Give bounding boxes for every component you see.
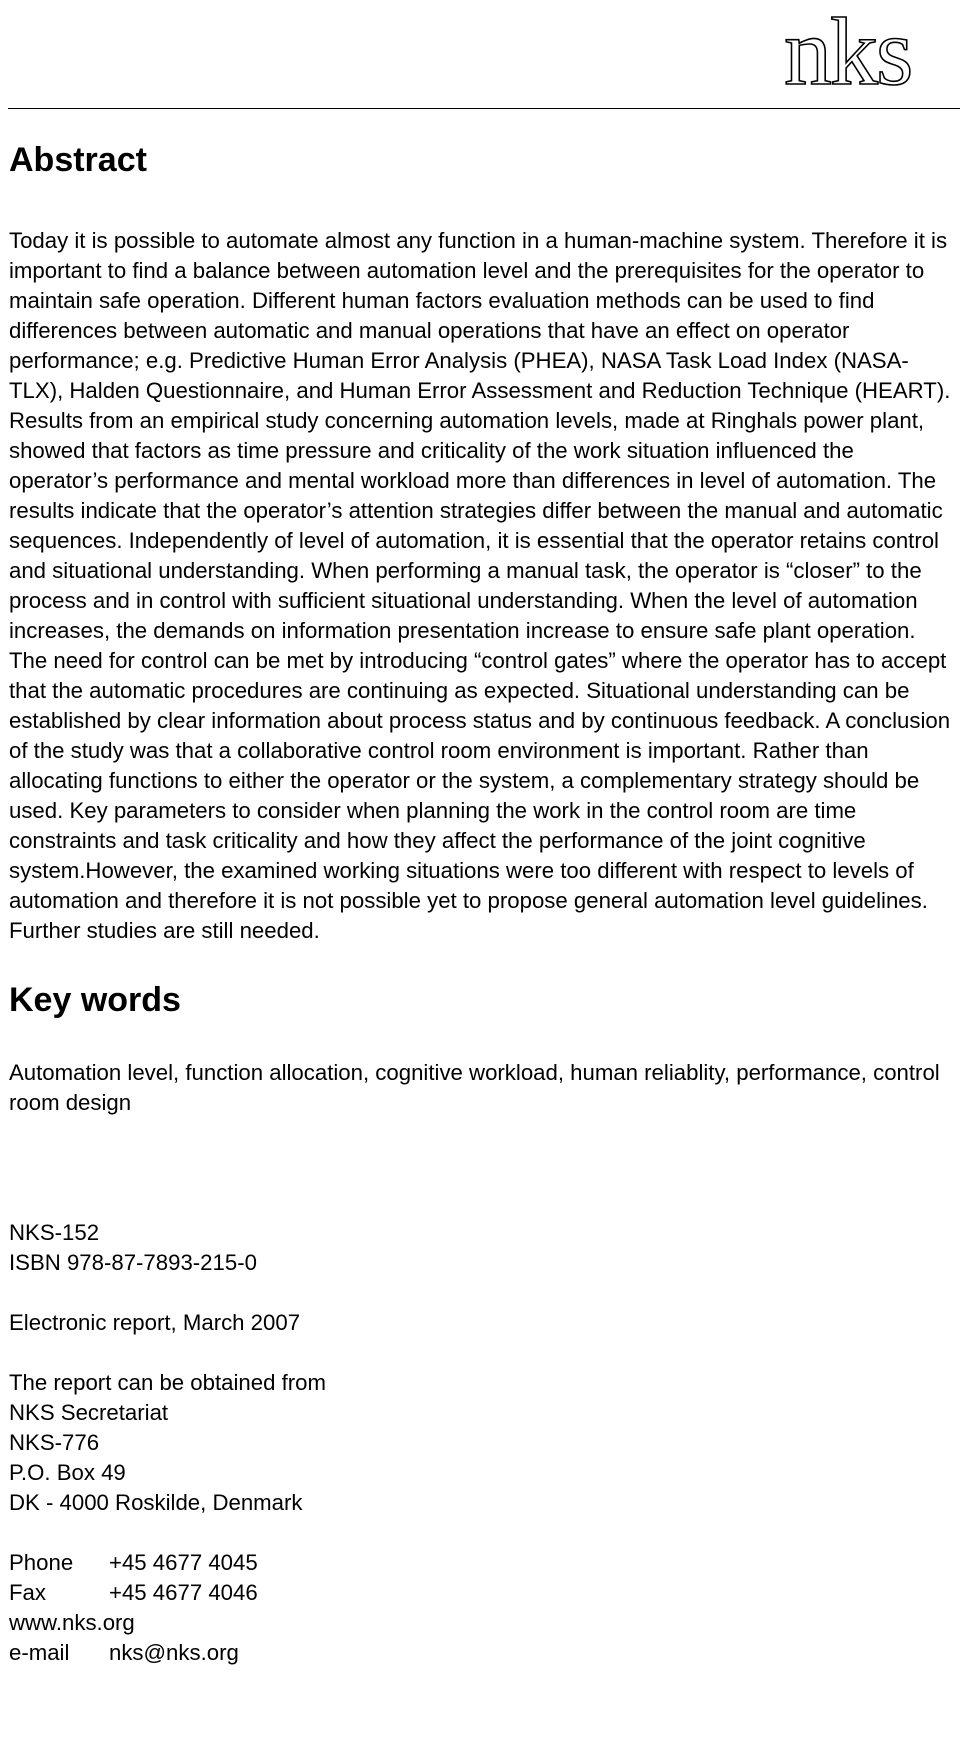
email-link[interactable]: nks@nks.org [109,1640,239,1665]
report-number: NKS-152 [9,1220,100,1245]
abstract-heading: Abstract [9,141,147,179]
email-row [9,1638,957,1668]
report-edition-block [9,1308,957,1338]
document-page [9,140,957,1668]
obtain-intro: The report can be obtained from [9,1370,326,1395]
email-label: e-mail [9,1640,70,1665]
phone-number: +45 4677 4045 [109,1550,258,1575]
phone-label: Phone [9,1550,74,1575]
fax-number: +45 4677 4046 [109,1580,258,1605]
report-isbn: ISBN 978-87-7893-215-0 [9,1250,257,1275]
contact-details [9,1548,957,1668]
obtain-organization: NKS Secretariat [9,1400,169,1425]
report-edition: Electronic report, March 2007 [9,1310,301,1335]
obtain-address [9,1368,957,1518]
fax-label: Fax [9,1580,46,1605]
header-rule [8,108,960,109]
nks-logo [784,2,952,100]
abstract-paragraph: Today it is possible to automate almost any function in a human-machine system. Therefore it is important to find a balance between automation level and the prerequisites for the operator to maintain safe operation. Different human factors evaluation methods can be used to find differences between automatic and manual operations that have an effect on operator performance; e.g. Predictive Human Error Analysis (PHEA), NASA Task Load Index (NASA-TLX), Halden Questionnaire, and Human Error Assessment and Reduction Technique (HEART). Results from an empirical study concerning automation levels, made at Ringhals power plant, showed that factors as time pressure and criticality of the work situation influenced the operator’s performance and mental workload more than differences in level of automation. The results indicate that the operator’s attention strategies differ between the manual and automatic sequences. Independently of level of automation, it is essential that the operator retains control and situational understanding. When performing a manual task, the operator is “closer” to the process and in control with sufficient situational understanding. When the level of automation increases, the demands on information presentation increase to ensure safe plant operation. The need for control can be met by introducing “control gates” where the operator has to accept that the automatic procedures are continuing as expected. Situational understanding can be established by clear information about process status and by continuous feedback. A conclusion of the study was that a collaborative control room environment is important. Rather than allocating functions to either the operator or the system, a complementary strategy should be used. Key parameters to consider when planning the work in the control room are time constraints and task criticality and how they affect the performance of the joint cognitive system.However, the examined working situations were too different with respect to levels of automation and therefore it is not possible yet to propose general automation level guidelines. Further studies are still needed. [9,228,951,943]
report-identification [9,1218,957,1278]
keywords-heading: Key words [9,981,181,1019]
obtain-department: NKS-776 [9,1430,100,1455]
fax-row [9,1578,957,1608]
obtain-city: DK - 4000 Roskilde, Denmark [9,1490,303,1515]
website-link[interactable]: www.nks.org [9,1610,135,1635]
phone-row [9,1548,957,1578]
nks-logo-text: nks [784,2,912,100]
obtain-po-box: P.O. Box 49 [9,1460,126,1485]
keywords-paragraph: Automation level, function allocation, cognitive workload, human reliablity, performance, control room design [9,1060,940,1115]
